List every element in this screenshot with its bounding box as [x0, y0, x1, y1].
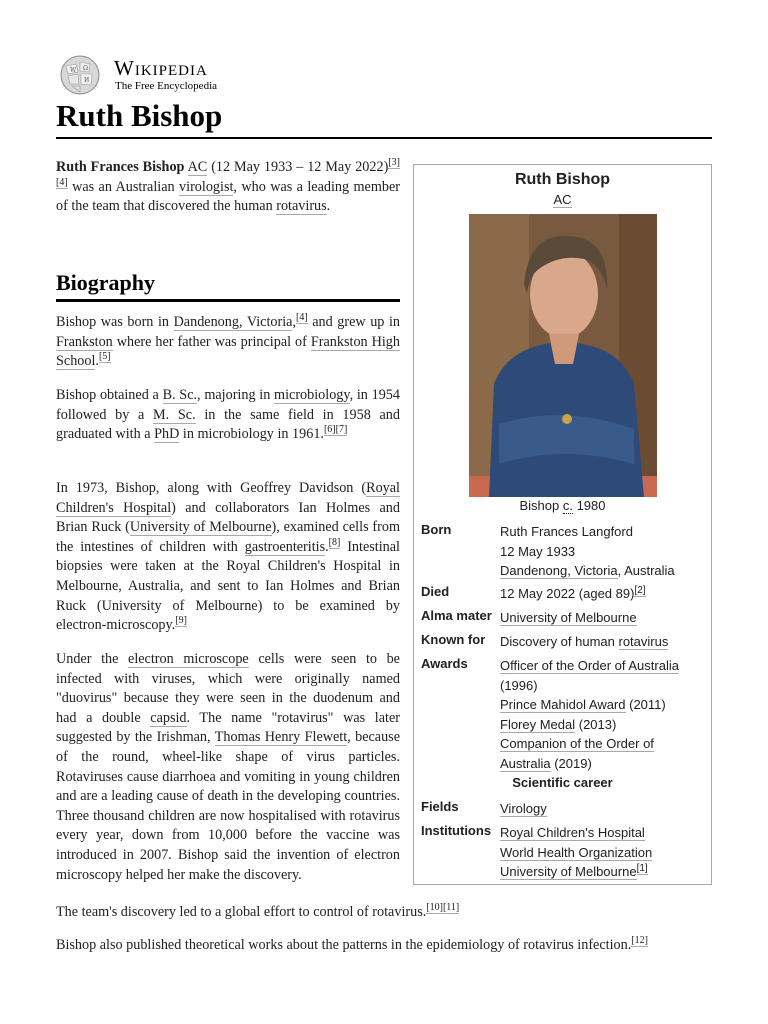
awards-value	[500, 656, 705, 773]
citation-1[interactable]: [1]	[636, 862, 648, 874]
text: , because of the round, wheel-like shape of virus particles. Rotaviruses cause diarrhoea and vomiting in young children and are a leading cause of death in the developing countries. Three thousand children are now hospitalised with rotavirus every year, down from 10,000 before the vaccine was introduced in 2007. Bishop said the invention of electron microscopy helped her make the discovery.	[56, 729, 400, 883]
lead-dates: (12 May 1933 – 12 May 2022)	[207, 159, 389, 175]
text: and grew up in	[307, 314, 400, 330]
title-divider	[56, 137, 712, 139]
order-of-australia-companion-link[interactable]: Australia	[500, 755, 551, 771]
award-year: (2011)	[625, 697, 666, 712]
circa-abbr: c.	[562, 498, 573, 513]
citation-4[interactable]: [4]	[296, 312, 308, 324]
wikipedia-globe-icon	[56, 54, 104, 96]
fields-value	[500, 799, 705, 819]
subject-name: Ruth Frances Bishop	[56, 159, 185, 175]
known-for-value	[500, 632, 705, 652]
institutions-value	[500, 823, 705, 882]
institutions-label: Institutions	[421, 823, 492, 838]
text: ) and collaborators Ian Holmes and Brian Ruck (	[56, 499, 400, 536]
award-year: (1996)	[500, 677, 538, 693]
caption-text: 1980	[572, 498, 606, 513]
citation-12[interactable]: [12]	[631, 935, 648, 947]
citation-7[interactable]: [7]	[335, 424, 348, 436]
text: In 1973, Bishop, along with Geoffrey Davidson (	[56, 480, 367, 496]
citation-9[interactable]: [9]	[175, 615, 187, 627]
svg-text:Ω: Ω	[83, 65, 88, 72]
portrait-photo[interactable]	[469, 214, 657, 497]
capsid-link[interactable]: capsid	[150, 709, 187, 726]
text: .	[325, 538, 329, 555]
frankston-link[interactable]: Frankston	[56, 333, 113, 350]
university-of-melbourne-link[interactable]: University of Melbourne	[129, 519, 272, 536]
lead-paragraph	[56, 158, 400, 217]
wikipedia-tagline: The Free Encyclopedia	[115, 80, 218, 92]
award-year: (2019)	[550, 755, 592, 771]
prince-mahidol-award-link[interactable]: Prince Mahidol Award	[500, 697, 626, 712]
died-label: Died	[421, 584, 450, 599]
awards-label: Awards	[421, 656, 468, 671]
electron-microscope-link[interactable]: electron microscope	[128, 651, 249, 667]
ac-link[interactable]: AC	[553, 192, 572, 207]
text: .	[95, 353, 99, 370]
known-for-text: Discovery of human	[500, 634, 619, 649]
text: Bishop also published theoretical works about the patterns in the epidemiology of rotavirus infection.	[56, 937, 632, 953]
bio-paragraph-2	[56, 386, 400, 445]
infobox-honorific	[414, 192, 711, 207]
citation-5[interactable]: [5]	[98, 351, 111, 363]
phd-link[interactable]: PhD	[154, 426, 180, 443]
citation-4[interactable]: [4]	[56, 176, 68, 188]
lead-text: , who was a leading member of the team that discovered the human	[56, 178, 400, 215]
university-of-melbourne-link[interactable]: University of Melbourne	[500, 610, 637, 625]
died-value	[500, 584, 705, 604]
thomas-henry-flewett-link[interactable]: Thomas Henry Flewett	[214, 729, 348, 746]
born-name: Ruth Frances Langford	[500, 524, 633, 539]
order-of-australia-companion-link[interactable]: Companion of the Order of	[500, 736, 654, 751]
text: , majoring in	[197, 387, 275, 403]
text: Intestinal biopsies were taken at the Royal Children's Hospital in Melbourne, Australia, and sent to Ian Holmes and Brian Ruck (University of Melbourne) to be examined by electron-microscopy.	[56, 538, 400, 634]
section-divider	[56, 299, 400, 302]
university-of-melbourne-link[interactable]: University of Melbourne	[500, 864, 637, 879]
dandenong-link[interactable]: Dandenong, Victoria	[173, 314, 293, 330]
text: where her father was principal of	[112, 333, 311, 350]
page-title: Ruth Bishop	[56, 98, 223, 133]
text: Bishop was born in	[56, 314, 174, 330]
text: ), examined cells from the intestines of children with	[56, 519, 400, 555]
citation-6[interactable]: [6]	[323, 424, 336, 436]
citation-8[interactable]: [8]	[328, 537, 341, 549]
virologist-link[interactable]: virologist	[179, 178, 234, 195]
microbiology-link[interactable]: microbiology	[274, 387, 350, 403]
died-date: 12 May 2022 (aged 89)	[500, 586, 635, 601]
infobox-title: Ruth Bishop	[514, 171, 611, 188]
caption-text: Bishop	[519, 498, 563, 513]
svg-text:И: И	[84, 77, 90, 84]
royal-childrens-hospital-link[interactable]: Royal Children's Hospital	[500, 825, 645, 840]
florey-medal-link[interactable]: Florey Medal	[500, 716, 576, 732]
born-value	[500, 522, 705, 581]
born-label: Born	[421, 522, 452, 537]
text: , in 1954 followed by a	[56, 387, 400, 423]
bio-paragraph-3	[56, 479, 400, 636]
fields-label: Fields	[421, 799, 459, 814]
text: in the same field in 1958 and graduated with a	[56, 406, 400, 443]
gastroenteritis-link[interactable]: gastroenteritis	[244, 538, 326, 555]
alma-mater-value	[500, 608, 705, 628]
ac-link[interactable]: AC	[187, 159, 208, 175]
text: The team's discovery led to a global effort to control of rotavirus.	[56, 904, 427, 920]
world-health-organization-link[interactable]: World Health Organization	[500, 844, 653, 860]
bio-paragraph-4	[56, 650, 400, 885]
text: . The name "rotavirus" was later suggested by the Irishman,	[56, 709, 400, 746]
text: Under the	[56, 651, 129, 667]
virology-link[interactable]: Virology	[500, 801, 547, 816]
bio-paragraph-5	[56, 936, 712, 956]
citation-10[interactable]: [10]	[426, 902, 443, 914]
bio-paragraph-4-end	[56, 903, 712, 923]
rotavirus-link[interactable]: rotavirus	[618, 634, 669, 649]
infobox	[413, 164, 712, 885]
wikipedia-wordmark: Wikipedia	[114, 56, 208, 80]
scientific-career-heading: Scientific career	[512, 775, 613, 790]
order-of-australia-officer-link[interactable]: Officer of the Order of Australia	[500, 658, 679, 673]
born-date: 12 May 1933	[500, 543, 576, 559]
portrait-caption	[414, 498, 711, 513]
bsc-link[interactable]: B. Sc.	[162, 387, 198, 403]
known-for-label: Known for	[421, 632, 486, 647]
lead-text: was an Australian	[67, 178, 180, 195]
text: cells were seen to be infected with viruses, which were originally named "duovirus" because they were seen in the duodenum and had a double	[56, 651, 400, 726]
msc-link[interactable]: M. Sc.	[153, 406, 196, 423]
rotavirus-link[interactable]: rotavirus	[276, 198, 327, 215]
royal-childrens-hospital-link[interactable]: Royal Children's Hospital	[56, 480, 400, 516]
text: in microbiology in 1961.	[179, 426, 324, 443]
born-country: , Australia	[617, 563, 675, 578]
citation-2[interactable]: [2]	[634, 584, 646, 596]
citation-11[interactable]: [11]	[442, 902, 460, 914]
dandenong-link[interactable]: Dandenong, Victoria	[500, 563, 618, 578]
frankston-high-school-link[interactable]: Frankston High School	[56, 333, 400, 370]
wikipedia-logo[interactable]	[56, 54, 256, 96]
text: ,	[292, 314, 296, 330]
svg-text:W: W	[70, 67, 77, 74]
citation-3[interactable]: [3]	[388, 157, 400, 169]
bio-paragraph-1	[56, 313, 400, 372]
text: Bishop obtained a	[56, 387, 163, 403]
alma-mater-label: Alma mater	[421, 608, 492, 623]
award-year: (2013)	[575, 716, 617, 732]
lead-text: .	[326, 198, 331, 215]
biography-heading: Biography	[56, 270, 156, 295]
